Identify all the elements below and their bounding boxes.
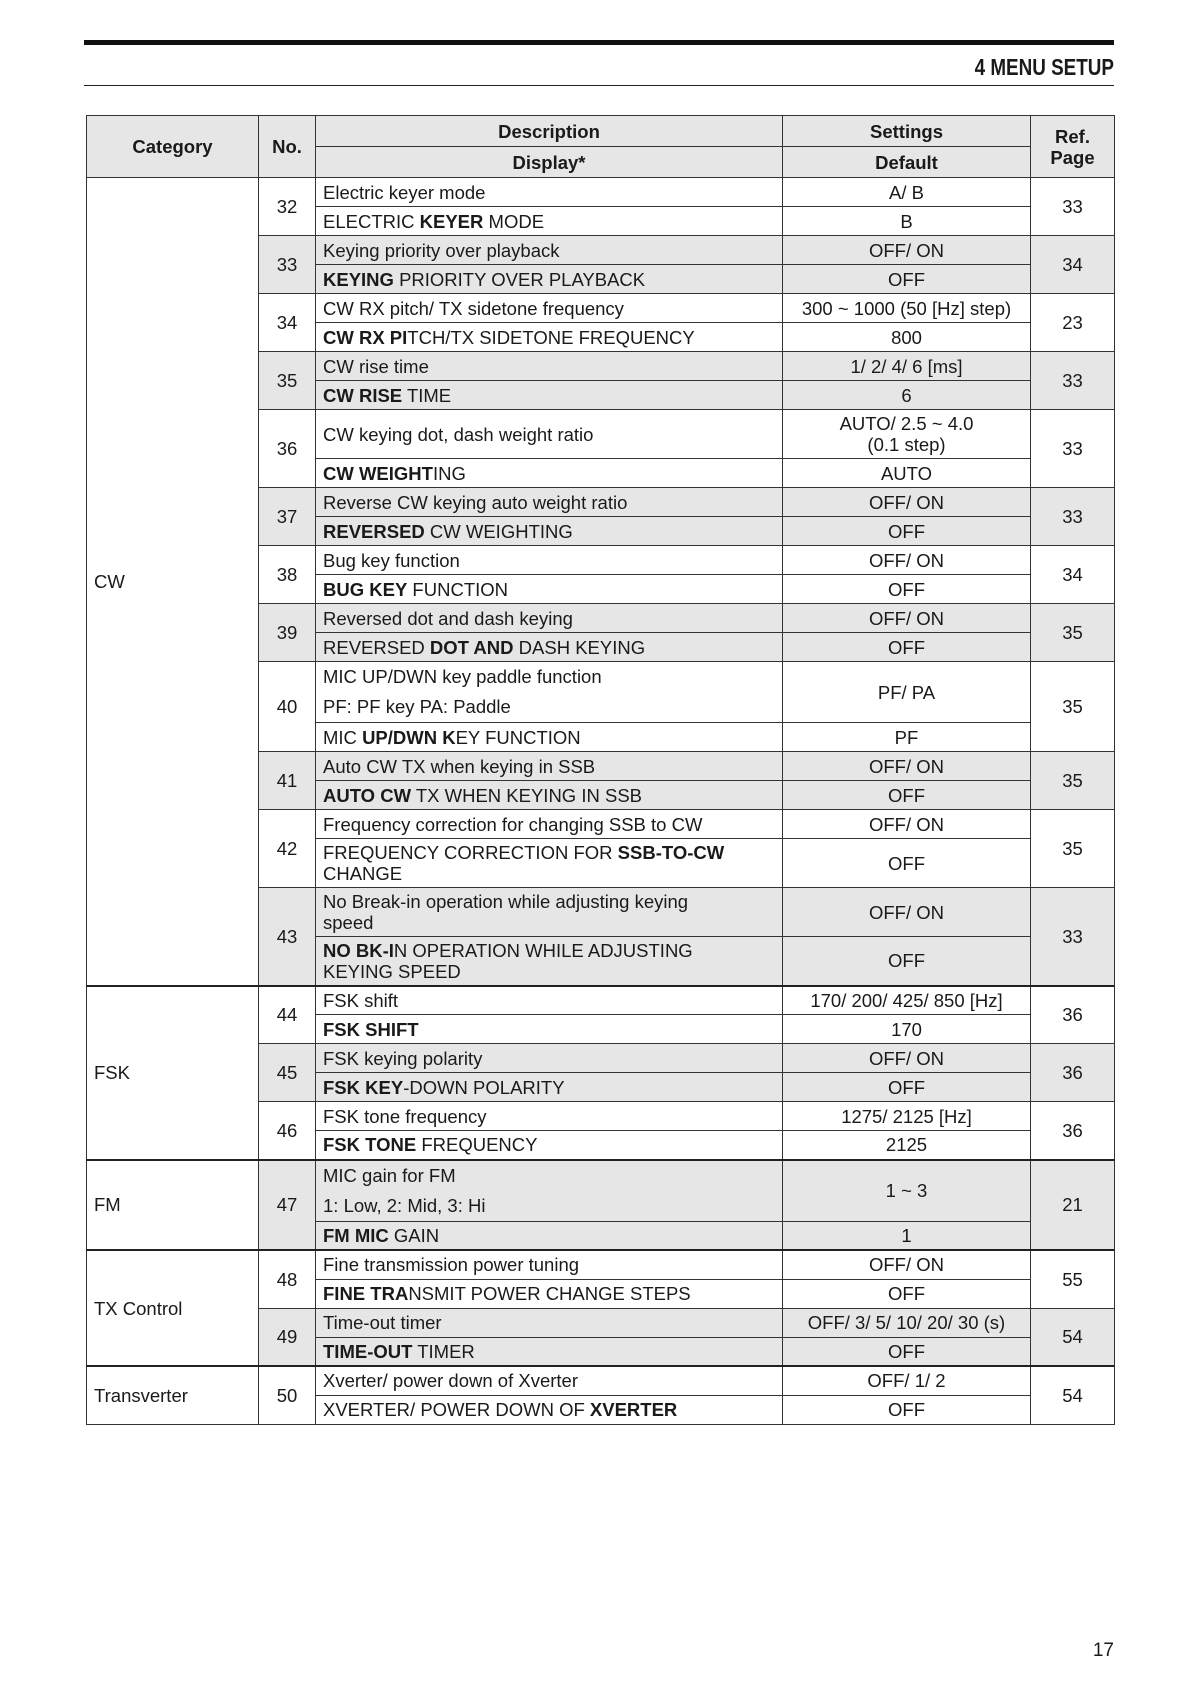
category-label: FM [94, 1194, 121, 1216]
display-keyword: SSB-TO-CW [617, 842, 725, 863]
default-cell: OFF [783, 1279, 1031, 1308]
category-label: TX Control [94, 1297, 183, 1319]
top-rule-thin [84, 85, 1114, 86]
category-cell [87, 1160, 259, 1251]
default-cell: 800 [783, 323, 1031, 352]
settings-cell: OFF/ ON [783, 810, 1031, 839]
display-keyword: CW RISE [323, 384, 403, 406]
display-cell [316, 323, 783, 352]
display-keyword: AUTO CW [323, 784, 412, 806]
settings-cell: OFF/ ON [783, 888, 1031, 937]
category-cell [87, 1250, 259, 1366]
ref-page-cell: 33 [1031, 352, 1115, 410]
display-cell [316, 937, 783, 986]
display-keyword: FSK SHIFT [323, 1018, 419, 1040]
ref-page-cell: 35 [1031, 662, 1115, 752]
header-default: Default [783, 147, 1031, 178]
ref-page-cell: 33 [1031, 488, 1115, 546]
display-keyword: KEYER [419, 210, 484, 232]
description-cell: FSK tone frequency [316, 1102, 783, 1131]
ref-page-cell: 54 [1031, 1308, 1115, 1366]
menu-number-cell: 43 [259, 888, 316, 986]
settings-cell: OFF/ ON [783, 236, 1031, 265]
display-text: N OPERATION WHILE ADJUSTING KEYING SPEED [323, 939, 693, 982]
category-cell [87, 986, 259, 1160]
category-label: CW [94, 570, 125, 592]
ref-page-cell: 55 [1031, 1250, 1115, 1308]
category-label: Transverter [94, 1384, 188, 1406]
settings-cell: A/ B [783, 178, 1031, 207]
description-cell: MIC gain for FM 1: Low, 2: Mid, 3: Hi [316, 1160, 783, 1222]
header-display: Display* [316, 147, 783, 178]
menu-number-cell: 33 [259, 236, 316, 294]
settings-cell: OFF/ ON [783, 488, 1031, 517]
default-cell: OFF [783, 839, 1031, 888]
settings-cell: OFF/ 1/ 2 [783, 1366, 1031, 1395]
display-cell [316, 265, 783, 294]
display-text: FUNCTION [407, 578, 509, 600]
display-text: GAIN [388, 1224, 440, 1246]
description-cell: CW RX pitch/ TX sidetone frequency [316, 294, 783, 323]
menu-number-cell: 39 [259, 604, 316, 662]
display-text: -DOWN POLARITY [403, 1076, 565, 1098]
ref-page-cell: 36 [1031, 1044, 1115, 1102]
ref-page-cell: 54 [1031, 1366, 1115, 1424]
display-text: MODE [483, 210, 545, 232]
default-cell: B [783, 207, 1031, 236]
ref-page-cell: 35 [1031, 810, 1115, 888]
header-category: Category [87, 116, 259, 178]
display-keyword: KEYING [323, 268, 394, 290]
description-cell: MIC UP/DWN key paddle function PF: PF key PA: Paddle [316, 662, 783, 723]
description-cell: No Break-in operation while adjusting keying speed [316, 888, 783, 937]
description-cell: Xverter/ power down of Xverter [316, 1366, 783, 1395]
settings-cell: 1275/ 2125 [Hz] [783, 1102, 1031, 1131]
ref-page-cell: 21 [1031, 1160, 1115, 1251]
header-description: Description [316, 116, 783, 147]
display-cell [316, 839, 783, 888]
header-no: No. [259, 116, 316, 178]
display-keyword: FSK TONE [323, 1134, 417, 1156]
ref-page-cell: 33 [1031, 410, 1115, 488]
display-keyword: UP/DWN K [362, 726, 456, 748]
menu-number-cell: 44 [259, 986, 316, 1044]
settings-cell: OFF/ ON [783, 752, 1031, 781]
ref-page-cell: 23 [1031, 294, 1115, 352]
settings-cell: AUTO/ 2.5 ~ 4.0 (0.1 step) [783, 410, 1031, 459]
settings-cell: OFF/ ON [783, 604, 1031, 633]
default-cell: OFF [783, 1337, 1031, 1366]
table-row [87, 1366, 1115, 1395]
display-keyword: NO BK-I [323, 939, 394, 961]
display-text: DASH KEYING [513, 636, 646, 658]
menu-number-cell: 41 [259, 752, 316, 810]
settings-cell: OFF/ ON [783, 1044, 1031, 1073]
display-text: ING [432, 462, 466, 484]
default-cell: OFF [783, 517, 1031, 546]
display-keyword: CW WEIGHT [323, 462, 433, 484]
description-cell: FSK shift [316, 986, 783, 1015]
section-title: 4 MENU SETUP [974, 54, 1114, 80]
display-cell [316, 459, 783, 488]
default-cell: 6 [783, 381, 1031, 410]
menu-number-cell: 34 [259, 294, 316, 352]
display-keyword: TIME-OUT [323, 1340, 413, 1362]
default-cell: 1 [783, 1221, 1031, 1250]
display-cell [316, 1221, 783, 1250]
display-cell [316, 781, 783, 810]
description-cell: Reverse CW keying auto weight ratio [316, 488, 783, 517]
settings-cell: OFF/ ON [783, 546, 1031, 575]
ref-page-cell: 33 [1031, 888, 1115, 986]
description-cell: CW keying dot, dash weight ratio [316, 410, 783, 459]
default-cell: OFF [783, 1395, 1031, 1424]
settings-cell: OFF/ ON [783, 1250, 1031, 1279]
display-text: PRIORITY OVER PLAYBACK [393, 268, 646, 290]
description-cell: CW rise time [316, 352, 783, 381]
menu-number-cell: 36 [259, 410, 316, 488]
default-cell: OFF [783, 575, 1031, 604]
settings-cell: PF/ PA [783, 662, 1031, 723]
menu-number-cell: 49 [259, 1308, 316, 1366]
display-keyword: FINE TRA [323, 1283, 409, 1304]
default-cell: PF [783, 723, 1031, 752]
table-row [87, 1160, 1115, 1222]
description-cell: Electric keyer mode [316, 178, 783, 207]
menu-number-cell: 42 [259, 810, 316, 888]
display-cell [316, 517, 783, 546]
settings-cell: 170/ 200/ 425/ 850 [Hz] [783, 986, 1031, 1015]
description-cell: FSK keying polarity [316, 1044, 783, 1073]
settings-cell: 1/ 2/ 4/ 6 [ms] [783, 352, 1031, 381]
display-text: TCH/TX SIDETONE FREQUENCY [407, 326, 695, 348]
description-cell: Bug key function [316, 546, 783, 575]
display-text: FREQUENCY [416, 1134, 538, 1156]
display-text: EY FUNCTION [455, 726, 581, 748]
default-cell: 170 [783, 1015, 1031, 1044]
settings-cell: OFF/ 3/ 5/ 10/ 20/ 30 (s) [783, 1308, 1031, 1337]
display-cell [316, 1015, 783, 1044]
menu-number-cell: 37 [259, 488, 316, 546]
description-cell: Reversed dot and dash keying [316, 604, 783, 633]
header-settings: Settings [783, 116, 1031, 147]
page-number: 17 [1092, 1640, 1114, 1661]
settings-cell: 300 ~ 1000 (50 [Hz] step) [783, 294, 1031, 323]
category-cell [87, 178, 259, 986]
display-text: CHANGE [323, 863, 403, 884]
default-cell: OFF [783, 1073, 1031, 1102]
ref-page-cell: 34 [1031, 236, 1115, 294]
display-cell [316, 1395, 783, 1424]
description-cell: Fine transmission power tuning [316, 1250, 783, 1279]
display-cell [316, 207, 783, 236]
menu-number-cell: 50 [259, 1366, 316, 1424]
display-text: ELECTRIC [323, 210, 420, 232]
display-cell [316, 381, 783, 410]
ref-page-cell: 36 [1031, 986, 1115, 1044]
display-keyword: DOT AND [429, 636, 514, 658]
default-cell: OFF [783, 633, 1031, 662]
description-cell: Auto CW TX when keying in SSB [316, 752, 783, 781]
display-cell [316, 575, 783, 604]
display-text: TIMER [412, 1340, 475, 1362]
menu-number-cell: 38 [259, 546, 316, 604]
display-keyword: CW RX PI [323, 326, 408, 348]
display-keyword: XVERTER [589, 1399, 678, 1420]
description-cell: Time-out timer [316, 1308, 783, 1337]
category-label: FSK [94, 1062, 130, 1083]
menu-setup-table [86, 115, 1115, 1425]
display-text: MIC [323, 726, 363, 748]
table-row [87, 986, 1115, 1015]
category-cell [87, 1366, 259, 1424]
table-row [87, 178, 1115, 207]
display-keyword: FM MIC [323, 1224, 389, 1246]
default-cell: OFF [783, 937, 1031, 986]
display-keyword: FSK KEY [323, 1076, 404, 1098]
default-cell: OFF [783, 781, 1031, 810]
ref-page-cell: 36 [1031, 1102, 1115, 1160]
display-cell [316, 723, 783, 752]
display-text: CW WEIGHTING [424, 520, 573, 542]
description-cell: Keying priority over playback [316, 236, 783, 265]
table-row [87, 1250, 1115, 1279]
display-cell [316, 1073, 783, 1102]
menu-number-cell: 47 [259, 1160, 316, 1251]
ref-page-cell: 35 [1031, 604, 1115, 662]
menu-number-cell: 45 [259, 1044, 316, 1102]
display-text: NSMIT POWER CHANGE STEPS [408, 1283, 691, 1304]
menu-number-cell: 48 [259, 1250, 316, 1308]
default-cell: OFF [783, 265, 1031, 294]
settings-cell: 1 ~ 3 [783, 1160, 1031, 1222]
default-cell: AUTO [783, 459, 1031, 488]
display-text: TIME [402, 384, 452, 406]
display-text: FREQUENCY CORRECTION FOR [323, 842, 618, 863]
description-cell: Frequency correction for changing SSB to CW [316, 810, 783, 839]
default-cell: 2125 [783, 1131, 1031, 1160]
ref-page-cell: 34 [1031, 546, 1115, 604]
display-cell [316, 1131, 783, 1160]
display-text: REVERSED [323, 636, 430, 658]
menu-number-cell: 40 [259, 662, 316, 752]
header-ref-page: Ref. Page [1031, 116, 1115, 178]
menu-number-cell: 46 [259, 1102, 316, 1160]
ref-page-cell: 35 [1031, 752, 1115, 810]
display-cell [316, 1279, 783, 1308]
menu-number-cell: 32 [259, 178, 316, 236]
top-rule-thick [84, 40, 1114, 45]
ref-page-cell: 33 [1031, 178, 1115, 236]
display-keyword: REVERSED [323, 520, 425, 542]
display-text: XVERTER/ POWER DOWN OF [323, 1399, 590, 1420]
menu-table-body [87, 178, 1115, 1425]
display-cell [316, 1337, 783, 1366]
display-keyword: BUG KEY [323, 578, 408, 600]
display-text: TX WHEN KEYING IN SSB [411, 784, 642, 806]
menu-number-cell: 35 [259, 352, 316, 410]
display-cell [316, 633, 783, 662]
